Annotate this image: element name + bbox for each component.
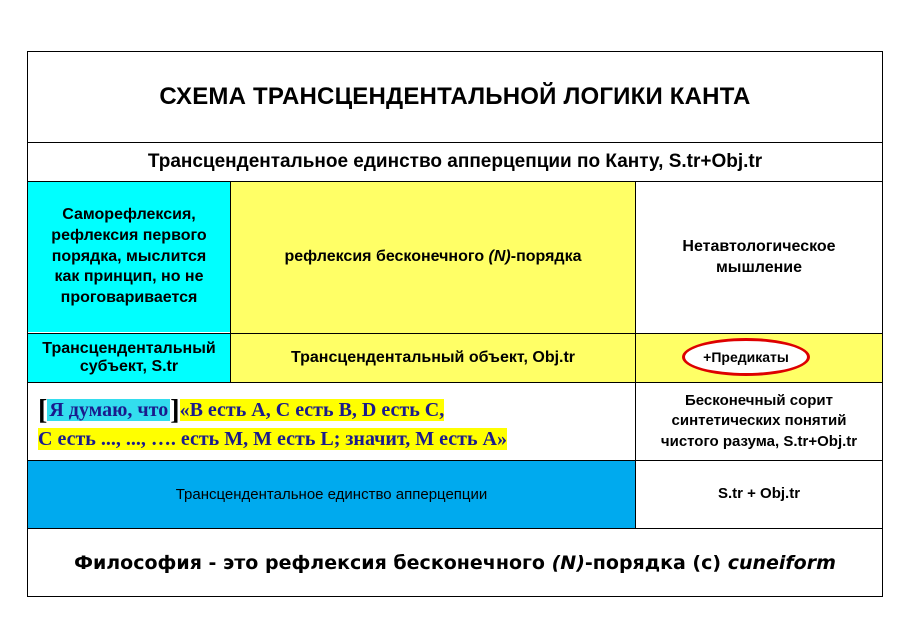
infinite-sorites-text: Бесконечный сорит синтетических понятий чистого разума, S.tr+Obj.tr bbox=[660, 392, 858, 450]
philosophy-footer-text: Философия - это рефлексия бесконечного (N)-порядка (с) cuneiform bbox=[74, 552, 836, 574]
str-plus-objtr-text: S.tr + Obj.tr bbox=[717, 485, 801, 503]
non-tautological-thinking-cell bbox=[636, 182, 882, 333]
str-plus-objtr-cell bbox=[636, 461, 882, 528]
unity-of-apperception-cell bbox=[28, 461, 635, 528]
philosophy-footer bbox=[27, 529, 883, 597]
quote-line-2: С есть ..., ..., …. есть М, М есть L; значит, М есть А» bbox=[38, 428, 507, 450]
non-tautological-thinking-text: Нетавтологическое мышление bbox=[682, 237, 836, 276]
predicates-text: +Предикаты bbox=[703, 349, 789, 365]
infinite-sorites-cell bbox=[636, 383, 882, 460]
transcendental-object-text: Трансцендентальный объект, Obj.tr bbox=[290, 348, 576, 366]
transcendental-subject-text: Трансцендентальный субъект, S.tr bbox=[42, 339, 216, 375]
transcendental-subject-cell bbox=[28, 334, 230, 382]
infinite-reflection-cell bbox=[231, 182, 635, 333]
predicates-oval bbox=[682, 338, 810, 376]
unity-of-apperception-text: Трансцендентальное единство апперцепции bbox=[175, 486, 488, 503]
transcendental-object-cell bbox=[231, 334, 635, 382]
syllogism-quote bbox=[38, 396, 507, 454]
infinite-reflection-text: рефлексия бесконечного (N)-порядка bbox=[284, 248, 582, 266]
quote-line-1: [ Я думаю, что]«В есть А, С есть В, D есть С, bbox=[38, 395, 445, 426]
self-reflection-cell bbox=[28, 182, 230, 332]
schema-subtitle: Трансцендентальное единство апперцепции по Канту, S.tr+Obj.tr bbox=[147, 151, 763, 172]
schema-title: СХЕМА ТРАНСЦЕНДЕНТАЛЬНОЙ ЛОГИКИ КАНТА bbox=[159, 83, 751, 110]
i-think-that-text: Я думаю, что bbox=[49, 399, 169, 421]
self-reflection-text: Саморефлексия, рефлексия первого порядка, мыслится как принцип, но не проговаривается bbox=[51, 206, 207, 307]
